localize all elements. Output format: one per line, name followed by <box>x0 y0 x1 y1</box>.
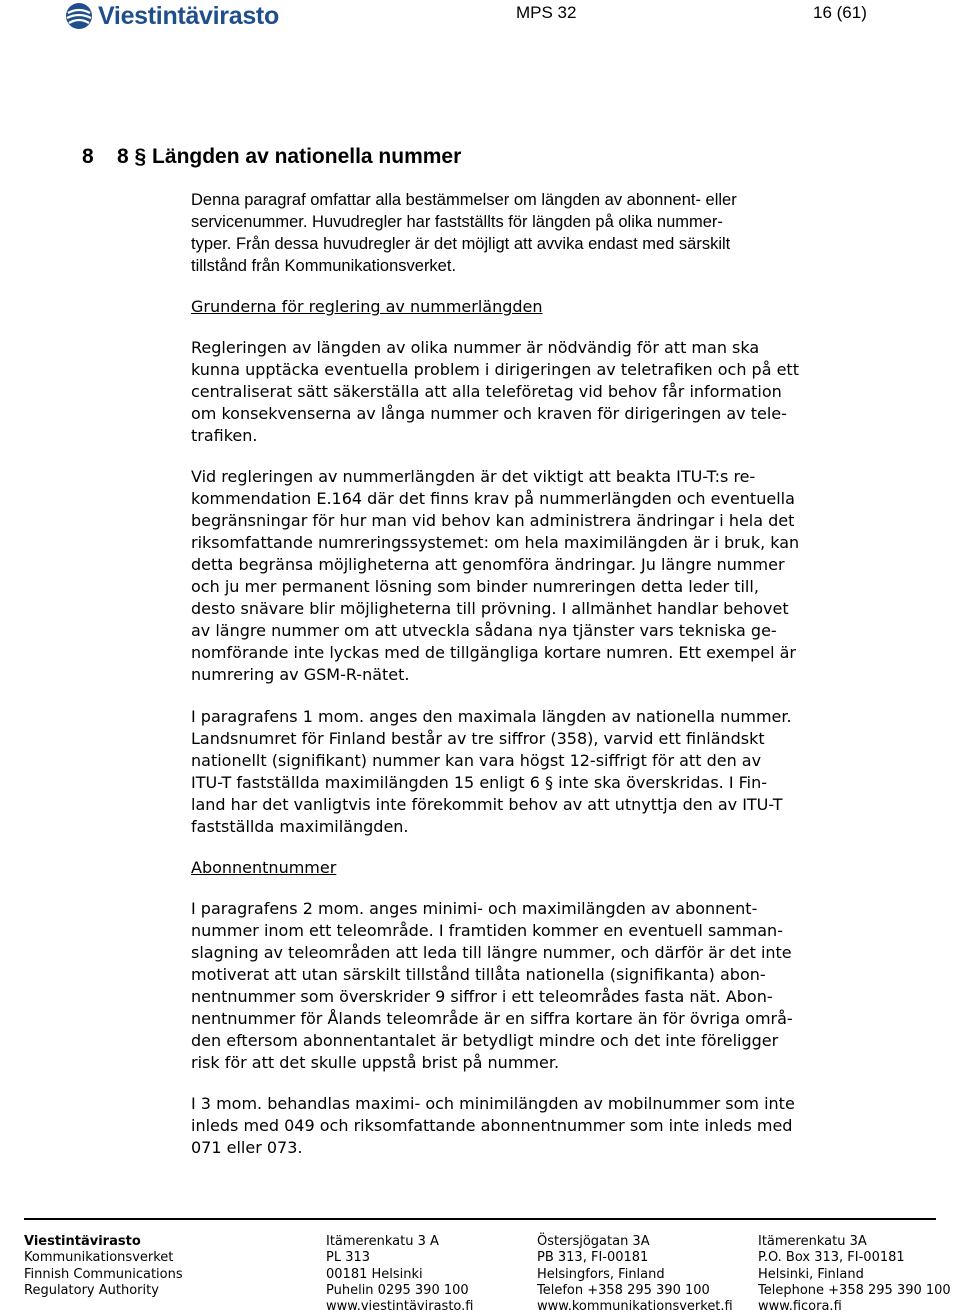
footer-website-link[interactable]: www.ficora.fi <box>758 1299 842 1315</box>
text-line: I paragrafens 2 mom. anges minimi- och maximilängden av abonnent- <box>191 899 758 918</box>
text-line: ITU-T fastställda maximilängden 15 enligt 6 § inte ska överskridas. I Fin- <box>191 773 768 792</box>
footer-line: Telefon +358 295 390 100 <box>537 1282 710 1298</box>
footer-line: 00181 Helsinki <box>326 1266 423 1282</box>
footer-line: Helsinki, Finland <box>758 1266 864 1282</box>
text-line: tillstånd från Kommunikationsverket. <box>191 257 457 275</box>
footer-line: Regulatory Authority <box>24 1282 159 1298</box>
paragraph-mom-2 <box>191 898 911 1074</box>
text-line: och ju mer permanent lösning som binder numreringen detta leder till, <box>191 577 759 596</box>
subheading-subscriber-numbers: Abonnentnummer <box>191 858 337 877</box>
footer-column-english <box>758 1234 951 1315</box>
footer-column-agency <box>24 1234 183 1299</box>
footer-column-swedish <box>537 1234 733 1315</box>
footer-line: Puhelin 0295 390 100 <box>326 1282 469 1298</box>
section-heading <box>82 145 461 169</box>
footer-line: PL 313 <box>326 1250 371 1266</box>
footer-line: Itämerenkatu 3 A <box>326 1234 439 1249</box>
footer-line: Telephone +358 295 390 100 <box>758 1282 951 1298</box>
paragraph-itu-recommendation <box>191 466 911 686</box>
footer-line: Finnish Communications <box>24 1266 183 1282</box>
footer-divider <box>24 1218 936 1220</box>
footer-line: Östersjögatan 3A <box>537 1234 650 1249</box>
footer-column-finnish <box>326 1234 473 1315</box>
logo-text: Viestintävirasto <box>98 1 279 30</box>
text-line: nummer inom ett teleområde. I framtiden kommer en eventuell samman- <box>191 921 783 940</box>
text-line: nentnummer som överskrider 9 siffror i ett teleområdes fasta nät. Abon- <box>191 987 773 1006</box>
text-line: fastställda maximilängden. <box>191 817 409 836</box>
section-number: 8 <box>82 145 94 168</box>
text-line: nomförande inte lyckas med de tillgängliga kortare numren. Ett exempel är <box>191 643 796 662</box>
footer-line: P.O. Box 313, FI-00181 <box>758 1250 905 1266</box>
paragraph-mom-1 <box>191 706 911 838</box>
logo <box>64 1 279 31</box>
footer-website-link[interactable]: www.kommunikationsverket.fi <box>537 1299 733 1315</box>
text-line: servicenummer. Huvudregler har fastställts för längden på olika nummer- <box>191 213 723 231</box>
text-line: kunna upptäcka eventuella problem i dirigeringen av teletrafiken och på ett <box>191 360 799 379</box>
text-line: I 3 mom. behandlas maximi- och minimilängden av mobilnummer som inte <box>191 1094 795 1113</box>
page-number: 16 (61) <box>813 3 867 22</box>
text-line: begränsningar för hur man vid behov kan administrera ändringar i hela det <box>191 511 795 530</box>
footer-line: PB 313, FI-00181 <box>537 1250 649 1266</box>
text-line: slagning av teleområden att leda till längre nummer, och därför är det inte <box>191 943 792 962</box>
section-title: 8 § Längden av nationella nummer <box>117 145 462 168</box>
text-line: trafiken. <box>191 426 258 445</box>
intro-paragraph <box>191 189 911 277</box>
text-line: land har det vanligtvis inte förekommit behov av att utnyttja den av ITU-T <box>191 795 783 814</box>
text-line: centraliserat sätt säkerställa att alla teleföretag vid behov får information <box>191 382 782 401</box>
text-line: risk för att det skulle uppstå brist på nummer. <box>191 1053 560 1072</box>
text-line: kommendation E.164 där det finns krav på nummerlängden och eventuella <box>191 489 795 508</box>
text-line: nationellt (signifikant) nummer kan vara högst 12-siffrigt för att den av <box>191 751 762 770</box>
text-line: desto snävare blir möjligheterna till prövning. I allmänhet handlar behovet <box>191 599 789 618</box>
text-line: Landsnumret för Finland består av tre siffror (358), varvid ett finländskt <box>191 729 765 748</box>
text-line: numrering av GSM-R-nätet. <box>191 665 410 684</box>
footer-agency-name: Viestintävirasto <box>24 1234 141 1249</box>
text-line: detta begränsa möjligheterna att genomföra ändringar. Ju längre nummer <box>191 555 785 574</box>
text-line: inleds med 049 och riksomfattande abonnentnummer som inte inleds med <box>191 1116 793 1135</box>
text-line: Vid regleringen av nummerlängden är det viktigt att beakta ITU-T:s re- <box>191 467 756 486</box>
text-line: typer. Från dessa huvudregler är det möjligt att avvika endast med särskilt <box>191 235 731 253</box>
text-line: om konsekvenserna av långa nummer och kraven för dirigeringen av tele- <box>191 404 787 423</box>
page-header <box>0 0 960 36</box>
text-line: nentnummer för Ålands teleområde är en siffra kortare än för övriga områ- <box>191 1009 793 1028</box>
text-line: riksomfattande numreringssystemet: om hela maximilängden är i bruk, kan <box>191 533 800 552</box>
text-line: Regleringen av längden av olika nummer är nödvändig för att man ska <box>191 338 760 357</box>
paragraph-regulation <box>191 337 911 447</box>
text-line: av längre nummer om att utveckla sådana nya tjänster vars tekniska ge- <box>191 621 777 640</box>
subheading-grounds: Grunderna för reglering av nummerlängden <box>191 297 543 316</box>
text-line: 071 eller 073. <box>191 1138 303 1157</box>
footer-website-link[interactable]: www.viestintävirasto.fi <box>326 1299 474 1315</box>
text-line: Denna paragraf omfattar alla bestämmelser om längden av abonnent- eller <box>191 191 737 209</box>
footer-line: Kommunikationsverket <box>24 1250 174 1266</box>
paragraph-mom-3 <box>191 1093 911 1159</box>
footer-line: Itämerenkatu 3A <box>758 1234 867 1249</box>
text-line: motiverat att utan särskilt tillstånd tillåta nationella (signifikanta) abon- <box>191 965 766 984</box>
globe-logo-icon <box>64 1 94 31</box>
document-code: MPS 32 <box>516 3 577 22</box>
text-line: I paragrafens 1 mom. anges den maximala längden av nationella nummer. <box>191 707 792 726</box>
text-line: den eftersom abonnentantalet är betydligt mindre och det inte föreligger <box>191 1031 779 1050</box>
footer-line: Helsingfors, Finland <box>537 1266 665 1282</box>
